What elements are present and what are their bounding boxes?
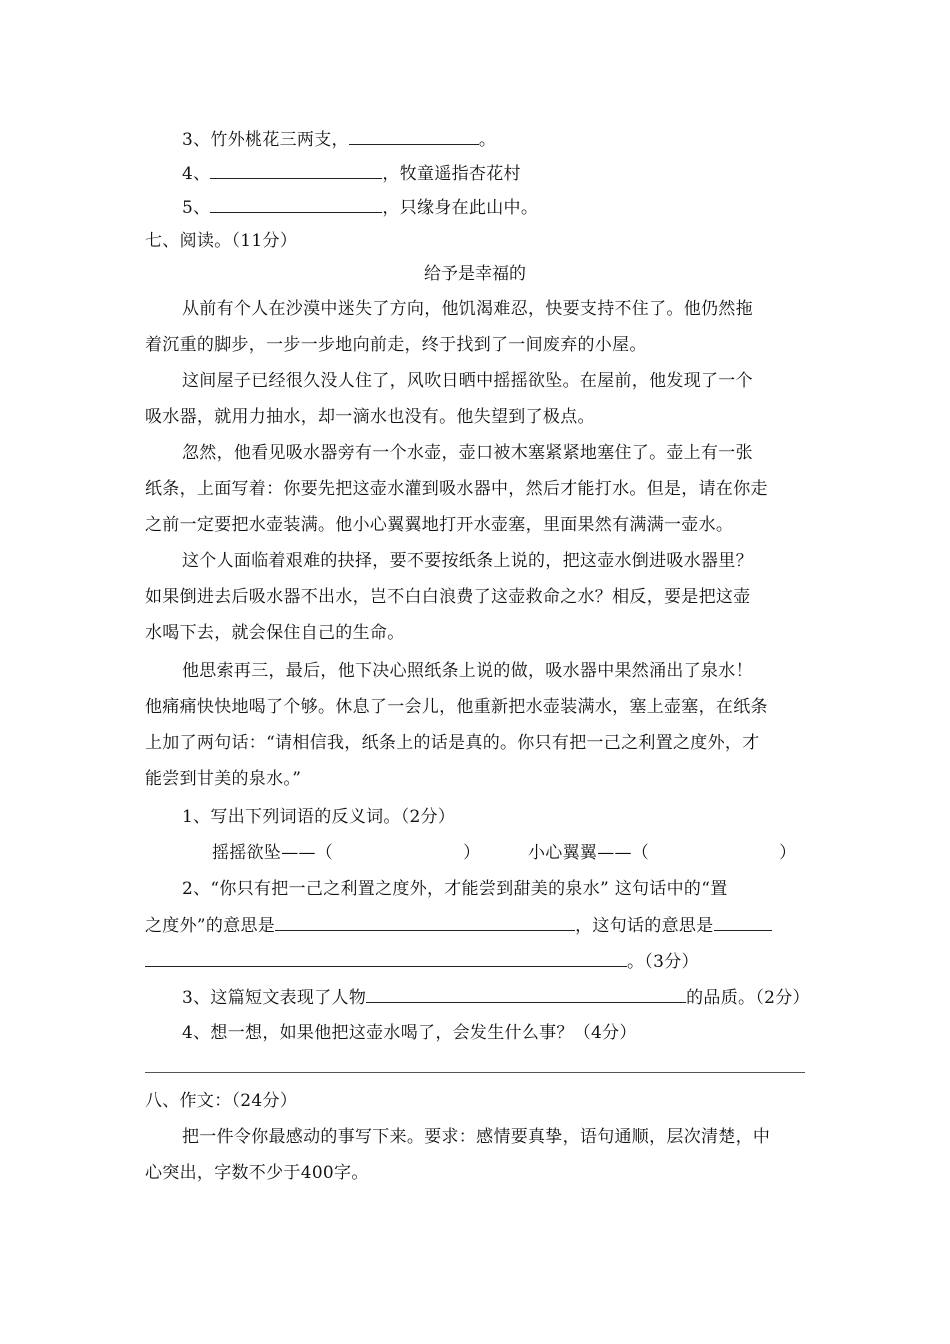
question-1: 1、写出下列词语的反义词。（2分） — [182, 807, 456, 827]
reading-line-11: 他思索再三，最后，他下决心照纸条上说的做，吸水器中果然涌出了泉水！ — [182, 661, 753, 681]
reading-line-14: 能尝到甘美的泉水。” — [145, 769, 302, 789]
poem-item-3-blank[interactable] — [349, 128, 479, 145]
poem-item-4-prefix: 4、 — [182, 164, 211, 184]
reading-line-6: 纸条，上面写着：你要先把这壶水灌到吸水器中，然后才能打水。但是，请在你走 — [145, 479, 768, 499]
poem-item-5-prefix: 5、 — [182, 198, 211, 218]
reading-line-1: 从前有个人在沙漠中迷失了方向，他饥渴难忍，快要支持不住了。他仍然拖 — [182, 299, 753, 319]
composition-line-1: 把一件令你最感动的事写下来。要求：感情要真挚，语句通顺，层次清楚，中 — [182, 1127, 771, 1147]
question-2-line-3 — [145, 950, 699, 973]
question-2-line-1: 2、“你只有把一己之利置之度外，才能尝到甜美的泉水” 这句话中的“置 — [182, 879, 728, 899]
character-quality-blank[interactable] — [366, 986, 686, 1003]
question-2-meaning-label: 之度外”的意思是 — [145, 916, 276, 936]
question-3-prefix: 3、这篇短文表现了人物 — [182, 988, 367, 1008]
reading-line-7: 之前一定要把水壶装满。他小心翼翼地打开水壶塞，里面果然有满满一壶水。 — [145, 515, 734, 535]
section-7-heading: 七、阅读。（11分） — [145, 231, 298, 251]
reading-line-12: 他痛痛快快地喝了个够。休息了一会儿，他重新把水壶装满水，塞上壶塞，在纸条 — [145, 697, 768, 717]
poem-item-4-suffix: ，牧童遥指杏花村 — [382, 164, 521, 184]
poem-item-4-blank[interactable] — [210, 162, 382, 179]
antonym-close-1: ） — [463, 843, 481, 863]
antonym-word-1: 摇摇欲坠——（ — [212, 843, 334, 863]
sentence-answer-blank-start[interactable] — [714, 914, 772, 931]
poem-item-3-suffix: 。 — [478, 130, 497, 150]
question-3 — [182, 986, 810, 1009]
composition-line-2: 心突出，字数不少于400字。 — [145, 1163, 369, 1183]
reading-line-9: 如果倒进去后吸水器不出水，岂不白白浪费了这壶救命之水？相反，要是把这壶 — [145, 587, 751, 607]
reading-line-13: 上加了两句话：“请相信我，纸条上的话是真的。你只有把一己之利置之度外，才 — [145, 733, 760, 753]
question-2-points: 。（3分） — [627, 952, 699, 972]
question-4: 4、想一想，如果他把这壶水喝了，会发生什么事？（4分） — [182, 1023, 637, 1043]
question-1-word-2 — [528, 842, 796, 864]
question-3-suffix: 的品质。（2分） — [686, 988, 810, 1008]
question-2-line-2 — [145, 914, 772, 937]
sentence-answer-blank-continued[interactable] — [145, 950, 627, 967]
poem-item-3-prefix: 3、竹外桃花三两支， — [182, 130, 349, 150]
section-8-heading: 八、作文：（24分） — [145, 1091, 298, 1111]
meaning-answer-blank[interactable] — [275, 914, 575, 931]
poem-item-4 — [182, 162, 521, 185]
reading-line-4: 吸水器，就用力抽水，却一滴水也没有。他失望到了极点。 — [145, 407, 595, 427]
poem-item-5-suffix: ，只缘身在此山中。 — [382, 198, 539, 218]
reading-line-3: 这间屋子已经很久没人住了，风吹日晒中摇摇欲坠。在屋前，他发现了一个 — [182, 371, 753, 391]
reading-title: 给予是幸福的 — [424, 264, 526, 284]
reading-line-5: 忽然，他看见吸水器旁有一个水壶，壶口被木塞紧紧地塞住了。壶上有一张 — [182, 443, 753, 463]
reading-line-8: 这个人面临着艰难的抉择，要不要按纸条上说的，把这壶水倒进吸水器里？ — [182, 551, 753, 571]
question-1-word-1 — [212, 842, 480, 864]
reading-line-2: 着沉重的脚步，一步一步地向前走，终于找到了一间废弃的小屋。 — [145, 335, 647, 355]
antonym-word-2: 小心翼翼——（ — [528, 843, 650, 863]
question-2-sentence-label: ，这句话的意思是 — [575, 916, 714, 936]
poem-item-5 — [182, 196, 538, 219]
antonym-close-2: ） — [779, 843, 797, 863]
poem-item-5-blank[interactable] — [210, 196, 382, 213]
question-4-answer-line[interactable] — [145, 1072, 805, 1073]
reading-line-10: 水喝下去，就会保住自己的生命。 — [145, 623, 405, 643]
poem-item-3 — [182, 128, 496, 151]
